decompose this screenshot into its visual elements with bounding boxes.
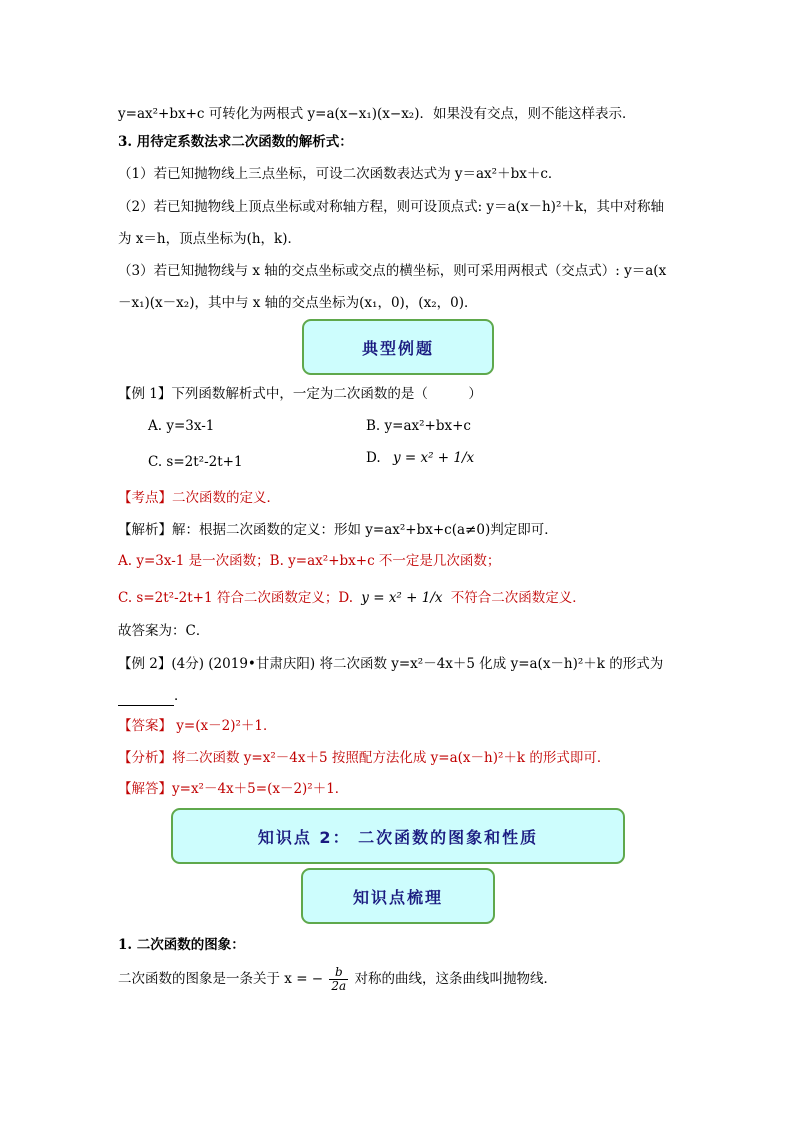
example1-kaodian: 【考点】二次函数的定义． bbox=[118, 490, 280, 506]
example1-analysis-cd bbox=[118, 583, 586, 613]
axis-fraction bbox=[329, 966, 348, 993]
example1-question: 【例 1】下列函数解析式中，一定为二次函数的是（ ） bbox=[118, 386, 482, 402]
analysis-cd-post: 不符合二次函数定义． bbox=[450, 590, 586, 606]
text-three-points: （1）若已知抛物线上三点坐标，可设二次函数表达式为 y＝ax²＋bx＋c． bbox=[118, 166, 562, 182]
text-vertex-form: （2）若已知抛物线上顶点坐标或对称轴方程，则可设顶点式: y＝a(x－h)²＋k，其中对称轴 bbox=[118, 199, 665, 215]
kp-review-title-box bbox=[301, 868, 495, 924]
text-intercept-form: （3）若已知抛物线与 x 轴的交点坐标或交点的横坐标，则可采用两根式（交点式）: y＝a(x bbox=[118, 263, 667, 279]
section1-text-pre: 二次函数的图象是一条关于 x = − bbox=[118, 971, 324, 987]
example2-fenxi: 【分析】将二次函数 y=x²－4x＋5 按照配方法化成 y=a(x－h)²＋k 的形式即可． bbox=[118, 750, 611, 766]
example2-tail: ． bbox=[174, 688, 188, 704]
text-intercept-coords: －x₁)(x－x₂)，其中与 x 轴的交点坐标为(x₁，0)，(x₂，0)． bbox=[118, 295, 478, 311]
section1-text bbox=[118, 962, 557, 996]
example2-question: 【例 2】(4分) (2019•甘肃庆阳) 将二次函数 y=x²－4x＋5 化成 y=a(x－h)²＋k 的形式为 bbox=[118, 656, 664, 672]
section1-heading: 1. 二次函数的图象： bbox=[118, 937, 245, 953]
kp2-title-box bbox=[171, 808, 625, 864]
text-two-root-form: y=ax²+bx+c 可转化为两根式 y=a(x−x₁)(x−x₂)．如果没有交点，则不能这样表示． bbox=[118, 106, 636, 122]
kp-review-title: 知识点梳理 bbox=[352, 887, 443, 907]
example2-jieda: 【解答】y=x²－4x＋5=(x－2)²＋1． bbox=[118, 781, 349, 797]
example1-option-d bbox=[366, 442, 474, 474]
analysis-d-expr: y = x² + 1/x bbox=[361, 590, 443, 606]
section1-text-post: 对称的曲线，这条曲线叫抛物线． bbox=[354, 971, 558, 987]
fraction-denominator: 2a bbox=[331, 979, 347, 993]
example1-option-b: B. y=ax²+bx+c bbox=[366, 418, 471, 434]
option-d-expr: y = x² + 1/x bbox=[392, 450, 475, 466]
analysis-cd-pre: C. s=2t²-2t+1 符合二次函数定义；D. bbox=[118, 590, 353, 606]
examples-title: 典型例题 bbox=[361, 338, 434, 358]
example1-answer: 故答案为：C． bbox=[118, 623, 210, 639]
example2-daan: 【答案】 y=(x－2)²＋1． bbox=[118, 718, 277, 734]
example1-analysis-ab: A. y=3x-1 是一次函数；B. y=ax²+bx+c 不一定是几次函数； bbox=[118, 553, 501, 569]
heading-undetermined-coefficients: 3. 用待定系数法求二次函数的解析式： bbox=[118, 134, 353, 150]
text-vertex-coords: 为 x＝h，顶点坐标为(h，k)． bbox=[118, 231, 302, 247]
option-d-label: D. bbox=[366, 450, 381, 466]
example2-blank-line bbox=[118, 686, 188, 706]
example1-option-c: C. s=2t²-2t+1 bbox=[148, 454, 243, 470]
kp2-title: 知识点 2： 二次函数的图象和性质 bbox=[257, 827, 539, 847]
fraction-numerator: b bbox=[329, 966, 348, 980]
examples-title-box bbox=[302, 319, 494, 375]
answer-blank bbox=[118, 691, 174, 706]
example1-jiexi: 【解析】解：根据二次函数的定义：形如 y=ax²+bx+c(a≠0)判定即可． bbox=[118, 522, 558, 538]
example1-option-a: A. y=3x-1 bbox=[148, 418, 215, 434]
